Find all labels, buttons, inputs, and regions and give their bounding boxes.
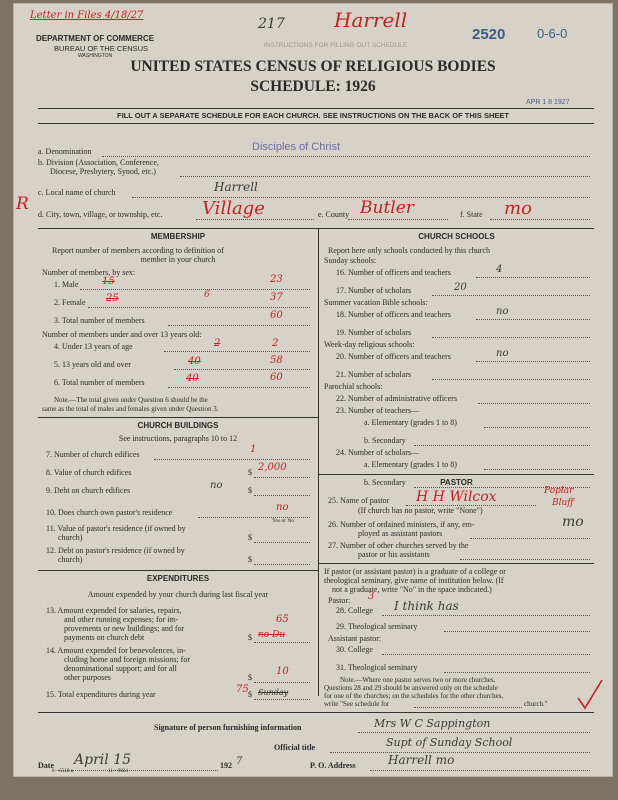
male-struck-value: 15 (102, 276, 115, 287)
instruction-banner: FILL OUT A SEPARATE SCHEDULE FOR EACH CHURCH. SEE INSTRUCTIONS ON THE BACK OF THIS SHEET (117, 111, 509, 120)
residence-value-label: 11. Value of pastor's residence (if owned by (46, 524, 186, 533)
department-heading: DEPARTMENT OF COMMERCE (36, 34, 155, 43)
teachers-secondary-label: b. Secondary (364, 436, 406, 445)
membership-intro: Report number of members according to definition of (52, 246, 224, 255)
pastor-town-note: Poplar (544, 486, 574, 496)
edifices-value: 1 (250, 444, 257, 455)
expenditures-sub: Amount expended by your church during last fiscal year (87, 590, 269, 599)
assistants-label: 26. Number of ordained ministers, if any, em- (328, 520, 475, 529)
female-value: 37 (270, 292, 283, 303)
denomination-value: Disciples of Christ (252, 141, 341, 153)
residence-debt-label: 12. Debt on pastor's residence (if owned by (46, 546, 185, 555)
form-title: UNITED STATES CENSUS OF RELIGIOUS BODIES (130, 58, 496, 75)
salaries-label: 13. Amount expended for salaries, repairs, (46, 606, 182, 615)
salaries-label-2: and other running expenses; for im- (64, 615, 179, 624)
weekday-officers-value: no (496, 348, 509, 359)
residence-value-label-2: church) (58, 533, 83, 542)
weekday-schools-label: Week-day religious schools: (324, 340, 415, 349)
graduate-instruction-2: theological seminary, give name of institution below. (If (324, 576, 504, 585)
over-13-label: 5. 13 years old and over (54, 360, 131, 369)
total-members-value: 60 (270, 310, 283, 321)
edifice-value-amount: 2,000 (258, 462, 287, 473)
owns-residence-label: 10. Does church own pastor's residence (46, 508, 173, 517)
sunday-scholars-label: 17. Number of scholars (336, 286, 412, 295)
total-members-label: 3. Total number of members (54, 316, 145, 325)
year-prefix: 192 (220, 761, 232, 770)
buildings-title: CHURCH BUILDINGS (137, 421, 219, 430)
city-label: d. City, town, village, or township, etc. (38, 210, 163, 219)
yes-no-hint: Yes or No (272, 518, 295, 524)
membership-note-2: same as the total of males and females given under Question 3. (42, 405, 219, 413)
edifice-value-dollar: $ (248, 468, 252, 477)
benevolences-label-2: cluding home and foreign missions; for (64, 655, 190, 664)
year-value: 7 (236, 756, 243, 767)
edifices-label: 7. Number of church edifices (46, 450, 140, 459)
over-13-struck: 40 (188, 356, 201, 367)
harrell-annotation: Harrell (334, 8, 408, 32)
edifice-debt-dollar: $ (248, 486, 252, 495)
over-13-value: 58 (270, 355, 283, 366)
by-sex-label: Number of members, by sex: (42, 268, 136, 277)
form-number: 8—5518 a (52, 769, 73, 774)
asst-seminary-label: 31. Theological seminary (336, 663, 418, 672)
buildings-sub: See instructions, paragraphs 10 to 12 (118, 434, 238, 443)
date-label: Date (38, 761, 54, 770)
assistant-subheading: Assistant pastor: (328, 634, 382, 643)
graduate-instruction-3: not a graduate, write "No" in the space indicated.) (332, 585, 492, 594)
benevolences-dollar: $ (248, 673, 252, 682)
city-value: Village (202, 198, 265, 219)
total-expenditures-label: 15. Total expenditures during year (46, 690, 156, 699)
county-value: Butler (360, 198, 414, 218)
census-schedule-sheet (14, 4, 612, 776)
salaries-value: 65 (276, 614, 289, 625)
po-address-label: P. O. Address (310, 761, 356, 770)
summer-scholars-label: 19. Number of scholars (336, 328, 412, 337)
expenditures-title: EXPENDITURES (146, 574, 210, 583)
total-expenditures-dollar: $ (248, 690, 252, 699)
residence-debt-dollar: $ (248, 555, 252, 564)
membership-title: MEMBERSHIP (150, 232, 206, 241)
local-name-label: c. Local name of church (38, 188, 116, 197)
weekday-scholars-label: 21. Number of scholars (336, 370, 412, 379)
benevolences-label-3: denominational support; and for all (64, 664, 177, 673)
other-churches-label: 27. Number of other churches served by the (328, 541, 469, 550)
sunday-schools-label: Sunday schools: (324, 256, 377, 265)
benevolences-value: 10 (276, 666, 289, 677)
edifice-debt-value: no (210, 480, 223, 491)
residence-debt-label-2: church) (58, 555, 83, 564)
female-struck-value: 25 (106, 293, 119, 304)
state-value: mo (504, 198, 532, 219)
total-age-label: 6. Total number of members (54, 378, 145, 387)
signature-label: Signature of person furnishing information (154, 723, 302, 732)
number-217: 217 (258, 16, 285, 32)
county-label: e. County (318, 210, 350, 219)
total-expenditures-value: 75 (236, 684, 249, 695)
pastor-note-3: for one of the churches; on the schedules for the other churches, (324, 692, 504, 700)
total-age-value: 60 (270, 372, 283, 383)
salaries-dollar: $ (248, 633, 252, 642)
college-number-note: 3 (368, 591, 375, 602)
pastor-title: PASTOR (440, 478, 473, 487)
scholars-label: 24. Number of scholars— (336, 448, 420, 457)
male-label: 1. Male (54, 280, 79, 289)
edifice-debt-label: 9. Debt on church edifices (46, 486, 131, 495)
local-name-value: Harrell (214, 180, 258, 194)
form-number-2: 11—9024 (108, 769, 128, 774)
under-13-label: 4. Under 13 years of age (54, 342, 133, 351)
residence-value-dollar: $ (248, 533, 252, 542)
total-age-struck: 40 (186, 373, 199, 384)
official-title-value: Supt of Sunday School (386, 736, 513, 749)
division-label-2: Diocese, Presbytery, Synod, etc.) (50, 167, 156, 176)
sunday-officers-value: 4 (496, 264, 503, 275)
code-stamp: 0-6-0 (537, 26, 568, 41)
under-13-value: 2 (272, 338, 279, 349)
female-extra-note: 6 (204, 290, 210, 300)
summer-officers-label: 18. Number of officers and teachers (336, 310, 451, 319)
faint-reverse-text: INSTRUCTIONS FOR FILLING OUT SCHEDULE (264, 42, 408, 49)
pastor-subheading: Pastor: (328, 596, 351, 605)
teachers-label: 23. Number of teachers— (336, 406, 420, 415)
r-margin-mark: R (16, 194, 29, 214)
pastor-note-4: write "See schedule for (324, 700, 390, 708)
schools-title: CHURCH SCHOOLS (418, 232, 495, 241)
under-13-struck: 2 (214, 338, 221, 349)
bureau-heading: BUREAU OF THE CENSUS (54, 44, 149, 53)
membership-note: Note.—The total given under Question 6 should be the (54, 396, 208, 404)
other-churches-label-2: pastor or his assistants (358, 550, 430, 559)
benevolences-label: 14. Amount expended for benevolences, in- (46, 646, 186, 655)
stamp-number: 2520 (472, 26, 506, 43)
pastor-state-note: mo (562, 514, 584, 530)
pastor-note: Note.—Where one pastor serves two or more churches, (340, 676, 496, 684)
sunday-scholars-value: 20 (454, 282, 467, 293)
teachers-elementary-label: a. Elementary (grades 1 to 8) (364, 418, 457, 427)
salaries-struck: no Du (258, 630, 286, 640)
scholars-secondary-label: b. Secondary (364, 478, 406, 487)
date-value: April 15 (74, 752, 131, 768)
benevolences-label-4: other purposes (64, 673, 111, 682)
male-value: 23 (270, 274, 283, 285)
college-label: 28. College (336, 606, 373, 615)
washington-heading: WASHINGTON (78, 53, 113, 59)
parochial-schools-label: Parochial schools: (324, 382, 383, 391)
pastor-name-value: H H Wilcox (416, 489, 497, 505)
summer-schools-label: Summer vacation Bible schools: (324, 298, 428, 307)
assistants-label-2: ployed as assistant pastors (358, 529, 443, 538)
college-value: I think has (394, 599, 459, 613)
official-title-label: Official title (274, 743, 316, 752)
denomination-label: a. Denomination (38, 147, 92, 156)
state-label: f. State (460, 210, 483, 219)
pastor-note-5: church." (524, 700, 548, 708)
graduate-instruction: If pastor (or assistant pastor) is a graduate of a college or (324, 567, 506, 576)
salaries-label-4: payments on church debt (64, 633, 145, 642)
total-expenditures-struck: Sunday (258, 688, 289, 697)
owns-residence-value: no (276, 502, 289, 513)
scholars-elementary-label: a. Elementary (grades 1 to 8) (364, 460, 457, 469)
asst-college-label: 30. College (336, 645, 373, 654)
red-check-mark (576, 678, 604, 715)
schools-intro: Report here only schools conducted by this church (328, 246, 490, 255)
sunday-officers-label: 16. Number of officers and teachers (336, 268, 451, 277)
salaries-label-3: provements or new buildings; and for (64, 624, 185, 633)
received-date-stamp: APR 1 8 1927 (526, 99, 570, 106)
po-address-value: Harrell mo (388, 753, 455, 767)
seminary-label: 29. Theological seminary (336, 622, 418, 631)
letter-in-files-note: Letter in Files 4/18/27 (30, 10, 144, 21)
schedule-year-title: SCHEDULE: 1926 (250, 78, 376, 95)
pastor-note-2: Questions 28 and 29 should be answered only on the schedule (324, 684, 498, 692)
edifice-value-label: 8. Value of church edifices (46, 468, 132, 477)
female-label: 2. Female (54, 298, 86, 307)
no-pastor-hint: (If church has no pastor, write "None") (358, 506, 483, 515)
division-label: b. Division (Association, Conference, (38, 158, 159, 167)
weekday-officers-label: 20. Number of officers and teachers (336, 352, 451, 361)
membership-intro-2: member in your church (140, 255, 216, 264)
signature-value: Mrs W C Sappington (374, 717, 491, 730)
summer-officers-value: no (496, 306, 509, 317)
pastor-name-label: 25. Name of pastor (328, 496, 390, 505)
age-groups-label: Number of members under and over 13 years old: (42, 330, 202, 339)
admin-officers-label: 22. Number of administrative officers (336, 394, 457, 403)
pastor-town-note-2: Bluff (552, 498, 574, 508)
